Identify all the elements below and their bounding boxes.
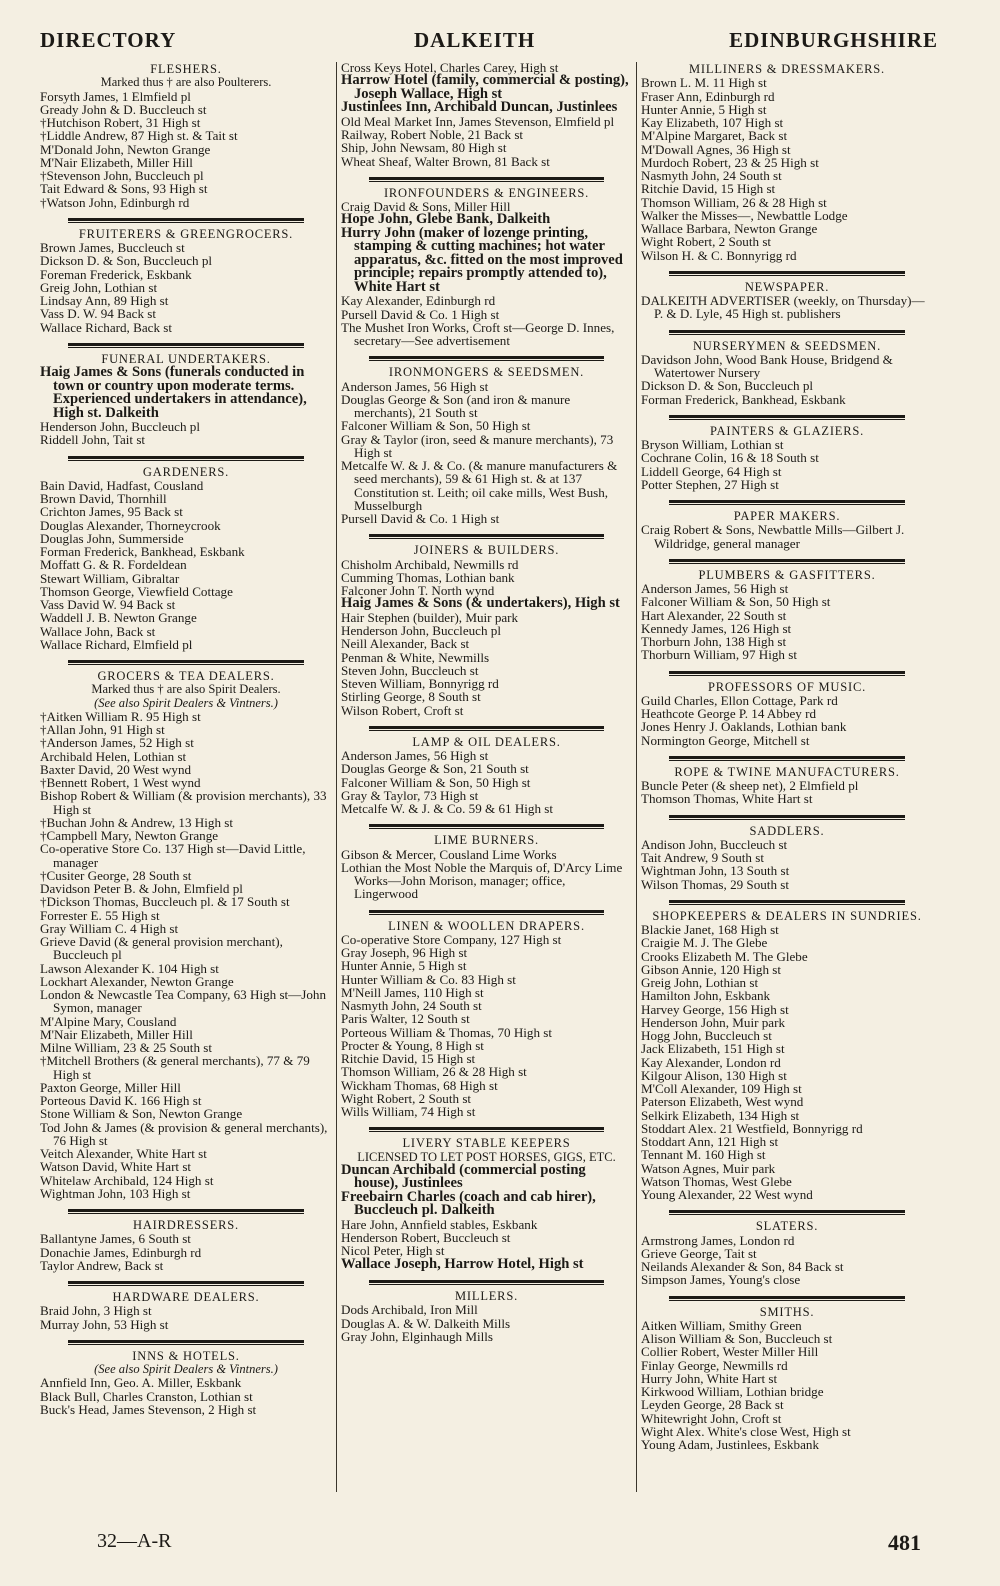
directory-entry: Gibson & Mercer, Cousland Lime Works — [341, 846, 557, 862]
directory-entry: Steven William, Bonnyrigg rd — [341, 676, 499, 691]
directory-entry: Jones Henry J. Oaklands, Lothian bank — [641, 719, 847, 735]
section-rule — [369, 1127, 604, 1132]
section-heading: SMITHS. — [759, 1304, 815, 1319]
directory-entry: Henderson John, Muir park — [641, 1014, 786, 1030]
directory-entry: Aitken William, Smithy Green — [641, 1317, 802, 1333]
directory-entry: Railway, Robert Noble, 21 Back st — [341, 127, 524, 142]
directory-entry: Lawson Alexander K. 104 High st — [40, 960, 219, 976]
directory-entry: Baxter David, 20 West wynd — [40, 761, 192, 777]
section-heading: MILLERS. — [455, 1289, 518, 1303]
directory-entry: Dods Archibald, Iron Mill — [341, 1302, 478, 1318]
directory-entry: †Buchan John & Andrew, 13 High st — [40, 814, 233, 830]
directory-entry: London & Newcastle Tea Company, 63 High st—John Symon, manager — [40, 987, 330, 1016]
directory-entry: Milne William, 23 & 25 South st — [40, 1040, 213, 1055]
directory-entry: Veitch Alexander, White Hart st — [40, 1146, 207, 1161]
directory-entry: Cochrane Colin, 16 & 18 South st — [641, 450, 819, 466]
directory-entry: Wilson Robert, Croft st — [341, 702, 464, 718]
directory-entry: Simpson James, Young's close — [641, 1272, 801, 1288]
directory-entry-bold: Justinlees Inn, Archibald Duncan, Justinlees — [341, 99, 618, 116]
directory-entry: Henderson John, Buccleuch pl — [40, 419, 200, 434]
directory-entry: Blackie Janet, 168 High st — [641, 922, 779, 937]
directory-entry: Douglas George & Son (and iron & manure merchants), 21 South st — [341, 391, 574, 420]
directory-entry: Armstrong James, London rd — [641, 1232, 795, 1248]
directory-entry: Hunter William & Co. 83 High st — [341, 971, 516, 987]
directory-entry: Hurry John, White Hart st — [641, 1370, 778, 1386]
directory-entry: The Mushet Iron Works, Croft st—George D. Innes, secretary—See advertisement — [341, 319, 618, 348]
directory-entry: †Aitken William R. 95 High st — [40, 708, 201, 724]
directory-entry: Procter & Young, 8 High st — [341, 1037, 484, 1053]
directory-entry: Crichton James, 95 Back st — [40, 504, 183, 520]
directory-entry: Whitewright John, Croft st — [641, 1410, 782, 1426]
section-heading: SLATERS. — [755, 1219, 819, 1234]
directory-entry: Wilson H. & C. Bonnyrigg rd — [641, 247, 797, 263]
section-rule — [669, 1210, 905, 1215]
directory-entry: Andison John, Buccleuch st — [641, 836, 788, 852]
directory-entry: Murray John, 53 High st — [40, 1316, 169, 1332]
directory-entry: Kilgour Alison, 130 High st — [641, 1067, 787, 1083]
directory-entry: Kay Elizabeth, 107 High st — [641, 115, 784, 130]
column-divider — [336, 62, 337, 1492]
directory-entry: Watson David, White Hart st — [40, 1159, 192, 1175]
directory-entry: Lockhart Alexander, Newton Grange — [40, 973, 234, 989]
directory-entry: M'Neill James, 110 High st — [341, 984, 484, 1000]
section-heading: HAIRDRESSERS. — [133, 1218, 239, 1232]
directory-entry: Pursell David & Co. 1 High st — [341, 306, 500, 322]
directory-entry: M'Dowall Agnes, 36 High st — [641, 141, 791, 157]
directory-entry: Hunter Annie, 5 High st — [341, 958, 467, 974]
section-rule — [369, 177, 604, 182]
directory-entry: Anderson James, 56 High st — [341, 748, 489, 763]
directory-entry: †Liddle Andrew, 87 High st. & Tait st — [40, 128, 238, 144]
section-rule — [669, 559, 905, 564]
directory-column-3 — [641, 61, 933, 1451]
directory-entry-bold: Freebairn Charles (coach and cab hirer), Buccleuch pl. Dalkeith — [341, 1188, 600, 1219]
directory-entry: Cross Keys Hotel, Charles Carey, High st — [341, 60, 559, 75]
directory-entry: Hare John, Annfield stables, Eskbank — [341, 1216, 538, 1232]
directory-entry: Forman Frederick, Bankhead, Eskbank — [641, 391, 846, 407]
section-rule — [369, 356, 604, 361]
directory-entry: Davidson Peter B. & John, Elmfield pl — [40, 881, 243, 896]
directory-entry: Hunter Annie, 5 High st — [641, 101, 767, 117]
directory-column-2 — [341, 61, 632, 1343]
directory-entry: Douglas A. & W. Dalkeith Mills — [341, 1315, 511, 1331]
column-divider — [636, 62, 637, 1492]
section-rule — [669, 271, 905, 276]
section-rule — [369, 726, 604, 731]
directory-entry: Guild Charles, Ellon Cottage, Park rd — [641, 692, 838, 708]
directory-entry: Riddell John, Tait st — [40, 432, 146, 448]
directory-entry: Brown James, Buccleuch st — [40, 240, 185, 255]
directory-entry: †Mitchell Brothers (& general merchants), 77 & 79 High st — [40, 1053, 314, 1082]
directory-entry: Wills William, 74 High st — [341, 1104, 476, 1119]
directory-entry: M'Alpine Mary, Cousland — [40, 1013, 177, 1029]
section-heading: GROCERS & TEA DEALERS. — [97, 669, 275, 683]
directory-entry-bold: Hope John, Glebe Bank, Dalkeith — [341, 211, 551, 228]
directory-entry: Archibald Helen, Lothian st — [40, 748, 187, 764]
directory-entry: Walker the Misses—, Newbattle Lodge — [641, 207, 848, 223]
directory-entry: †Dickson Thomas, Buccleuch pl. & 17 South st — [40, 894, 290, 910]
directory-entry: Craigie M. J. The Glebe — [641, 935, 768, 951]
directory-entry: Moffatt G. & R. Fordeldean — [40, 557, 187, 573]
directory-entry: Wight Robert, 2 South st — [641, 234, 772, 250]
section-heading: IRONFOUNDERS & ENGINEERS. — [383, 185, 590, 200]
directory-entry: Stoddart Ann, 121 High st — [641, 1134, 779, 1149]
directory-entry: Douglas George & Son, 21 South st — [341, 761, 529, 777]
directory-entry: Wallace Richard, Elmfield pl — [40, 636, 193, 652]
section-rule — [669, 415, 905, 420]
section-heading: PLUMBERS & GASFITTERS. — [698, 567, 876, 582]
section-rule — [68, 1281, 304, 1286]
directory-entry: Co-operative Store Co. 137 High st—David Little, manager — [40, 841, 309, 870]
section-heading: JOINERS & BUILDERS. — [413, 543, 560, 558]
directory-entry: Kennedy James, 126 High st — [641, 620, 792, 636]
section-rule — [669, 671, 905, 676]
directory-entry: Buncle Peter (& sheep net), 2 Elmfield pl — [641, 778, 859, 793]
section-rule — [669, 1296, 905, 1301]
section-heading: FLESHERS. — [150, 62, 222, 76]
directory-entry: Normington George, Mitchell st — [641, 732, 810, 748]
directory-entry-bold: Haig James & Sons (& undertakers), High st — [341, 595, 620, 612]
directory-entry: Metcalfe W. & J. & Co. 59 & 61 High st — [341, 801, 554, 816]
directory-entry: Craig Robert & Sons, Newbattle Mills—Gilbert J. Wildridge, general manager — [641, 522, 908, 551]
directory-entry: Thomson George, Viewfield Cottage — [40, 583, 233, 599]
section-rule — [369, 534, 604, 539]
section-heading: PAINTERS & GLAZIERS. — [709, 423, 865, 438]
directory-entry: Wheat Sheaf, Walter Brown, 81 Back st — [341, 153, 550, 169]
directory-entry: Wallace Richard, Back st — [40, 319, 173, 335]
directory-entry-bold: Harrow Hotel (family, commercial & posting), Joseph Wallace, High st — [341, 72, 633, 102]
directory-entry: Selkirk Elizabeth, 134 High st — [641, 1107, 800, 1123]
directory-entry: Wightman John, 103 High st — [40, 1185, 191, 1201]
directory-entry: Falconer William & Son, 50 High st — [341, 418, 531, 434]
directory-entry: Wight Alex. White's close West, High st — [641, 1423, 851, 1439]
section-cross-reference: (See also Spirit Dealers & Vintners.) — [94, 695, 278, 710]
section-heading: LINEN & WOOLLEN DRAPERS. — [388, 918, 585, 933]
directory-entry: Douglas Alexander, Thorneycrook — [40, 517, 221, 533]
section-rule — [669, 500, 905, 505]
directory-entry: Thorburn William, 97 High st — [641, 647, 797, 663]
section-heading: GARDENERS. — [142, 464, 230, 479]
directory-entry: Waddell J. B. Newton Grange — [40, 610, 197, 626]
directory-entry: Penman & White, Newmills — [341, 649, 490, 665]
section-heading: NEWSPAPER. — [744, 279, 830, 294]
directory-entry: M'Nair Elizabeth, Miller Hill — [40, 1026, 193, 1042]
directory-entry: Hart Alexander, 22 South st — [641, 607, 787, 623]
directory-entry: †Stevenson John, Buccleuch pl — [40, 168, 204, 183]
section-heading: LIVERY STABLE KEEPERS — [402, 1136, 571, 1151]
section-rule — [369, 824, 604, 829]
directory-entry: Gray Joseph, 96 High st — [341, 945, 468, 960]
directory-entry: Buck's Head, James Stevenson, 2 High st — [40, 1401, 257, 1417]
section-note: Marked thus † are also Spirit Dealers. — [91, 682, 281, 697]
directory-entry: Wightman John, 13 South st — [641, 863, 790, 879]
section-heading: SHOPKEEPERS & DEALERS IN SUNDRIES. — [652, 908, 922, 923]
directory-entry: Liddell George, 64 High st — [641, 463, 782, 479]
directory-entry: Jack Elizabeth, 151 High st — [641, 1041, 785, 1057]
section-rule — [68, 343, 304, 348]
section-heading: FRUITERERS & GREENGROCERS. — [78, 226, 294, 241]
directory-entry: Annfield Inn, Geo. A. Miller, Eskbank — [40, 1375, 242, 1391]
directory-entry: Anderson James, 56 High st — [641, 581, 789, 596]
directory-entry: Paterson Elizabeth, West wynd — [641, 1094, 804, 1110]
section-heading: MILLINERS & DRESSMAKERS. — [689, 62, 885, 76]
directory-entry: Lothian the Most Noble the Marquis of, D'Arcy Lime Works—John Morison, manager; office, Lingerwood — [341, 859, 626, 902]
directory-entry: †Bennett Robert, 1 West wynd — [40, 775, 201, 790]
signature-mark: 32—A-R — [97, 1530, 172, 1552]
directory-entry: Potter Stephen, 27 High st — [641, 476, 779, 492]
directory-entry: Gready John & D. Buccleuch st — [40, 101, 207, 117]
directory-entry: Falconer William & Son, 50 High st — [341, 774, 531, 790]
section-heading: LIME BURNERS. — [434, 833, 539, 848]
directory-entry: DALKEITH ADVERTISER (weekly, on Thursday)—P. & D. Lyle, 45 High st. publishers — [641, 293, 925, 322]
directory-entry: †Anderson James, 52 High st — [40, 735, 194, 751]
directory-entry: Nasmyth John, 24 South st — [341, 998, 482, 1013]
section-rule — [68, 1209, 304, 1214]
directory-entry: Falconer William & Son, 50 High st — [641, 594, 831, 610]
directory-entry-bold: Haig James & Sons (funerals conducted in town or country upon moderate terms. Experienced undertakers in attendance), High st. Dalkeith — [40, 364, 311, 421]
section-heading: HARDWARE DEALERS. — [112, 1290, 260, 1304]
directory-entry: Thorburn John, 138 High st — [641, 634, 787, 649]
directory-entry: Kirkwood William, Lothian bridge — [641, 1384, 824, 1399]
directory-entry: Harvey George, 156 High st — [641, 1001, 789, 1017]
directory-entry: Dickson D. & Son, Buccleuch pl — [40, 253, 213, 269]
directory-entry: Old Meal Market Inn, James Stevenson, Elmfield pl — [341, 113, 615, 129]
directory-entry: Wilson Thomas, 29 South st — [641, 876, 790, 892]
directory-entry: Thomson William, 26 & 28 High st — [341, 1064, 527, 1080]
directory-entry: Forman Frederick, Bankhead, Eskbank — [40, 544, 245, 559]
directory-entry: Ballantyne James, 6 South st — [40, 1231, 191, 1247]
directory-entry: Ship, John Newsam, 80 High st — [341, 140, 507, 156]
directory-entry: Bishop Robert & William (& provision merchants), 33 High st — [40, 788, 330, 817]
section-note: Marked thus † are also Poulterers. — [100, 75, 272, 90]
directory-entry: Hogg John, Buccleuch st — [641, 1028, 772, 1043]
directory-entry: Cumming Thomas, Lothian bank — [341, 569, 515, 585]
directory-entry: Gray & Taylor (iron, seed & manure merchants), 73 High st — [341, 431, 617, 460]
directory-entry: Douglas John, Summerside — [40, 530, 184, 546]
directory-entry: Porteous William & Thomas, 70 High st — [341, 1024, 553, 1040]
directory-entry: Chisholm Archibald, Newmills rd — [341, 556, 519, 572]
section-rule — [669, 815, 905, 820]
page-number: 481 — [888, 1530, 921, 1555]
directory-entry: Whitelaw Archibald, 124 High st — [40, 1172, 214, 1188]
directory-entry: Gray William C. 4 High st — [40, 920, 179, 936]
directory-entry: Steven John, Buccleuch st — [341, 662, 479, 678]
directory-entry: Black Bull, Charles Cranston, Lothian st — [40, 1388, 253, 1404]
directory-entry: Bryson William, Lothian st — [641, 437, 784, 452]
directory-entry: Alison William & Son, Buccleuch st — [641, 1331, 833, 1346]
section-heading: NURSERYMEN & SEEDSMEN. — [692, 338, 882, 353]
section-note: LICENSED TO LET POST HORSES, GIGS, ETC. — [357, 1149, 616, 1164]
directory-entry: Foreman Frederick, Eskbank — [40, 266, 192, 282]
directory-entry: Tait Edward & Sons, 93 High st — [40, 181, 208, 197]
directory-entry: Fraser Ann, Edinburgh rd — [641, 88, 775, 104]
directory-entry: Forrester E. 55 High st — [40, 907, 160, 923]
directory-entry: Greig John, Lothian st — [40, 279, 158, 295]
directory-entry: Greig John, Lothian st — [641, 975, 759, 990]
directory-entry: Lindsay Ann, 89 High st — [40, 293, 169, 308]
section-rule — [68, 456, 304, 461]
section-heading: IRONMONGERS & SEEDSMEN. — [388, 365, 585, 380]
section-rule — [68, 660, 304, 665]
directory-entry: Vass D. W. 94 Back st — [40, 306, 157, 322]
directory-entry: Metcalfe W. & J. & Co. (& manure manufacturers & seed merchants), 59 & 61 High st. & at 137 Constitution st. Leith; oil cake mills, West Bush, Musselburgh — [341, 458, 621, 513]
directory-column-1 — [40, 61, 332, 1416]
directory-entry: Stirling George, 8 South st — [341, 689, 481, 705]
directory-entry: Thomson Thomas, White Hart st — [641, 791, 813, 807]
directory-entry: Nicol Peter, High st — [341, 1243, 445, 1259]
directory-entry: Gibson Annie, 120 High st — [641, 961, 782, 977]
directory-entry: M'Alpine Margaret, Back st — [641, 128, 788, 144]
directory-entry: Young Alexander, 22 West wynd — [641, 1187, 813, 1202]
running-head-right: EDINBURGHSHIRE — [729, 28, 938, 52]
directory-entry: Paris Walter, 12 South st — [341, 1011, 470, 1027]
section-rule — [369, 1280, 604, 1285]
directory-entry: Collier Robert, Wester Miller Hill — [641, 1344, 819, 1360]
directory-entry: †Campbell Mary, Newton Grange — [40, 828, 219, 843]
directory-entry: Finlay George, Newmills rd — [641, 1357, 788, 1373]
directory-entry: Wickham Thomas, 68 High st — [341, 1077, 498, 1093]
directory-entry: Stone William & Son, Newton Grange — [40, 1106, 243, 1122]
directory-entry: M'Nair Elizabeth, Miller Hill — [40, 154, 193, 170]
directory-entry: Grieve George, Tait st — [641, 1245, 757, 1261]
directory-entry: Vass David W. 94 Back st — [40, 597, 176, 612]
directory-entry: Kay Alexander, Edinburgh rd — [341, 293, 496, 309]
directory-entry: Wallace John, Back st — [40, 623, 156, 639]
directory-entry: Ritchie David, 15 High st — [341, 1051, 476, 1066]
section-rule — [669, 756, 905, 761]
directory-entry: Brown David, Thornhill — [40, 491, 167, 506]
directory-entry: Bain David, Hadfast, Cousland — [40, 477, 204, 493]
directory-entry: Tait Andrew, 9 South st — [641, 850, 764, 865]
section-heading: SADDLERS. — [749, 823, 825, 838]
directory-entry: Craig David & Sons, Miller Hill — [341, 199, 511, 214]
directory-entry: Paxton George, Miller Hill — [40, 1079, 181, 1095]
directory-entry: Kay Alexander, London rd — [641, 1054, 781, 1070]
directory-entry: Nasmyth John, 24 South st — [641, 168, 782, 183]
directory-entry: M'Donald John, Newton Grange — [40, 141, 211, 157]
directory-entry: Brown L. M. 11 High st — [641, 75, 767, 91]
page-header — [40, 28, 938, 54]
directory-entry-bold: Duncan Archibald (commercial posting house), Justinlees — [341, 1161, 590, 1192]
section-rule — [669, 900, 905, 905]
directory-entry: Crooks Elizabeth M. The Glebe — [641, 948, 808, 964]
directory-entry: Dickson D. & Son, Buccleuch pl — [641, 378, 814, 394]
directory-entry: Anderson James, 56 High st — [341, 378, 489, 394]
directory-entry: Neilands Alexander & Son, 84 Back st — [641, 1259, 844, 1274]
directory-entry: Forsyth James, 1 Elmfield pl — [40, 88, 191, 104]
directory-entry-bold: Hurry John (maker of lozenge printing, stamping & cutting machines; hot water apparatus, &c. fitted on the most improved principle; repairs promptly attended to), White Hart st — [341, 224, 627, 295]
directory-entry: Tod John & James (& provision & general merchants), 76 High st — [40, 1119, 331, 1148]
directory-entry: Porteous David K. 166 High st — [40, 1093, 202, 1108]
section-heading: PROFESSORS OF MUSIC. — [707, 679, 867, 694]
directory-entry: Co-operative Store Company, 127 High st — [341, 931, 562, 947]
section-heading: ROPE & TWINE MANUFACTURERS. — [674, 764, 900, 779]
directory-entry: Falconer John T. North wynd — [341, 583, 495, 598]
directory-entry: Braid John, 3 High st — [40, 1303, 152, 1319]
section-cross-reference: (See also Spirit Dealers & Vintners.) — [94, 1362, 278, 1376]
section-rule — [68, 218, 304, 223]
directory-entry: Donachie James, Edinburgh rd — [40, 1244, 202, 1260]
section-rule — [669, 330, 905, 335]
section-heading: LAMP & OIL DEALERS. — [412, 734, 561, 749]
directory-entry: Heathcote George P. 14 Abbey rd — [641, 706, 817, 721]
directory-entry: Neill Alexander, Back st — [341, 636, 470, 652]
directory-entry: Hair Stephen (builder), Muir park — [341, 609, 519, 625]
directory-entry: Tennant M. 160 High st — [641, 1147, 766, 1163]
directory-entry: M'Coll Alexander, 109 High st — [641, 1081, 802, 1096]
running-head-left: DIRECTORY — [40, 28, 177, 52]
directory-entry: Watson Thomas, West Glebe — [641, 1173, 792, 1189]
directory-entry: Wallace Barbara, Newton Grange — [641, 221, 818, 236]
directory-entry-bold: Wallace Joseph, Harrow Hotel, High st — [341, 1255, 584, 1272]
directory-entry: Pursell David & Co. 1 High st — [341, 511, 500, 526]
directory-entry: Grieve David (& general provision merchant), Buccleuch pl — [40, 934, 287, 963]
directory-entry: Stewart William, Gibraltar — [40, 570, 180, 586]
directory-entry: Leyden George, 28 Back st — [641, 1397, 784, 1413]
section-heading: FUNERAL UNDERTAKERS. — [101, 351, 271, 366]
directory-entry: Watson Agnes, Muir park — [641, 1160, 776, 1176]
directory-entry: Stoddart Alex. 21 Westfield, Bonnyrigg rd — [641, 1120, 863, 1136]
section-heading: PAPER MAKERS. — [733, 509, 841, 523]
directory-entry: Hamilton John, Eskbank — [641, 988, 771, 1004]
section-rule — [68, 1340, 304, 1345]
directory-entry: Gray John, Elginhaugh Mills — [341, 1328, 494, 1344]
directory-entry: Thomson William, 26 & 28 High st — [641, 194, 827, 210]
directory-entry: Gray & Taylor, 73 High st — [341, 787, 479, 803]
directory-entry: Davidson John, Wood Bank House, Bridgend & Watertower Nursery — [641, 351, 896, 380]
directory-entry: Murdoch Robert, 23 & 25 High st — [641, 154, 819, 170]
directory-entry: Wight Robert, 2 South st — [341, 1090, 472, 1106]
directory-entry: †Hutchison Robert, 31 High st — [40, 115, 201, 130]
directory-entry: †Allan John, 91 High st — [40, 722, 165, 737]
directory-entry: Young Adam, Justinlees, Eskbank — [641, 1437, 819, 1452]
directory-entry: Henderson John, Buccleuch pl — [341, 623, 501, 638]
directory-entry: †Watson John, Edinburgh rd — [40, 194, 190, 210]
directory-entry: Henderson Robert, Buccleuch st — [341, 1230, 511, 1245]
directory-entry: Taylor Andrew, Back st — [40, 1257, 164, 1273]
section-rule — [369, 910, 604, 915]
section-heading: INNS & HOTELS. — [132, 1348, 240, 1363]
running-head-center: DALKEITH — [414, 28, 536, 52]
directory-entry: †Cusiter George, 28 South st — [40, 867, 192, 883]
directory-entry: Ritchie David, 15 High st — [641, 181, 776, 197]
